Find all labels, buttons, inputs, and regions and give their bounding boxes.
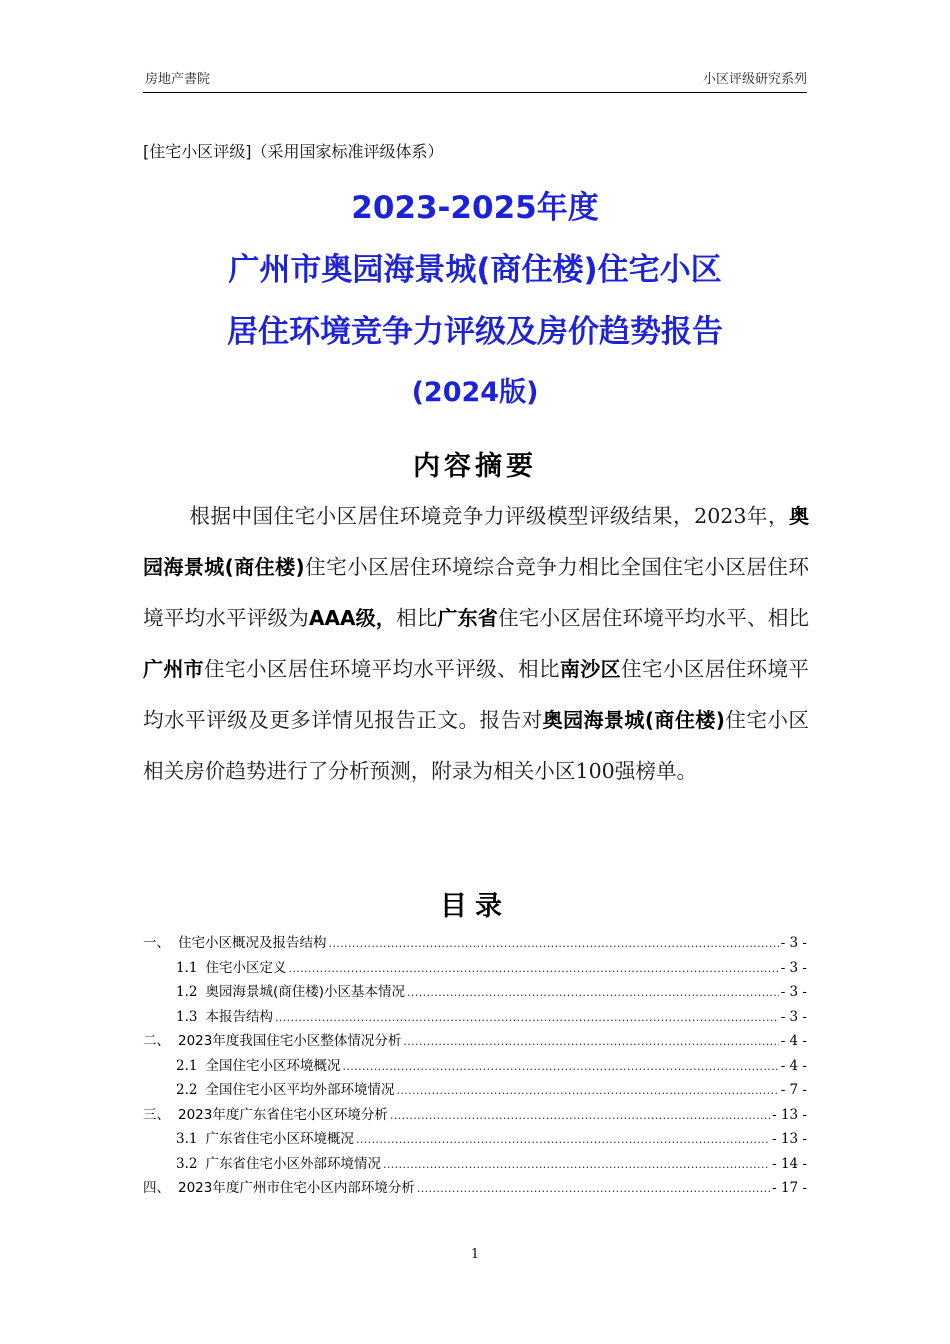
toc-leader	[417, 1182, 770, 1195]
toc-number: 2.1	[176, 1057, 198, 1074]
toc-entry[interactable]	[143, 980, 807, 1005]
toc-entry[interactable]	[143, 1005, 807, 1030]
toc-number: 2.2	[176, 1082, 198, 1098]
toc-page: - 14 -	[772, 1155, 807, 1172]
toc-leader	[390, 1109, 770, 1122]
toc-leader	[407, 986, 779, 999]
report-title-edition: (2024版)	[411, 377, 539, 408]
abstract-text-2: 住宅小区居住环境综合竞争力相比全国住宅小区居住环境平均水平评级为	[143, 555, 810, 630]
abstract-text-6: 住宅小区居住环境平均水平评级及更多详情见报告正文。报告对	[143, 657, 810, 732]
toc-leader	[275, 1011, 779, 1024]
toc-page: - 7 -	[780, 1082, 807, 1098]
toc-page: - 3 -	[780, 959, 807, 976]
toc-entry[interactable]	[143, 1078, 807, 1103]
toc-page: - 17 -	[772, 1180, 807, 1196]
toc-leader	[383, 1158, 770, 1171]
district-name: 南沙区	[559, 657, 621, 681]
toc-number: 一、	[143, 935, 170, 951]
toc-entry[interactable]	[143, 1054, 807, 1079]
community-name: 奥园海景城(商住楼)	[542, 708, 725, 732]
page-number: 1	[470, 1247, 480, 1262]
toc-title: 住宅小区概况及报告结构	[178, 935, 327, 951]
toc-page: - 4 -	[780, 1057, 807, 1074]
toc-title: 广东省住宅小区环境概况	[205, 1131, 354, 1147]
toc-leader	[356, 1133, 770, 1146]
toc-title: 本报告结构	[205, 1008, 273, 1025]
toc-leader	[396, 1084, 778, 1097]
abstract-text-7: 住宅小区相关房价趋势进行了分析预测，附录为相关小区100强榜单。	[143, 708, 810, 783]
toc-leader	[342, 1060, 778, 1073]
report-title-year: 2023-2025年度	[351, 190, 599, 226]
toc-page: - 3 -	[780, 984, 807, 1000]
abstract-text-5: 住宅小区居住环境平均水平评级、相比	[204, 657, 560, 681]
page-header	[143, 66, 807, 93]
toc-title: 奥园海景城(商住楼)小区基本情况	[205, 984, 406, 1000]
toc-number: 1.3	[176, 1008, 198, 1025]
toc-title: 2023年度广东省住宅小区环境分析	[178, 1106, 388, 1123]
header-series: 小区评级研究系列	[702, 72, 807, 87]
toc-entry[interactable]	[143, 1127, 807, 1152]
toc-number: 四、	[143, 1180, 170, 1196]
toc-entry[interactable]	[143, 1176, 807, 1201]
toc-number: 3.2	[176, 1155, 198, 1172]
toc-title: 广东省住宅小区外部环境情况	[205, 1155, 381, 1172]
toc-heading: 目录	[440, 891, 510, 922]
toc-entry[interactable]	[143, 1103, 807, 1128]
province-name: 广东省	[437, 606, 498, 630]
toc-entry[interactable]	[143, 1029, 807, 1054]
toc-title: 2023年度我国住宅小区整体情况分析	[178, 1033, 402, 1049]
toc-number: 1.2	[176, 984, 198, 1000]
toc-number: 三、	[143, 1106, 170, 1123]
abstract-text-1: 根据中国住宅小区居住环境竞争力评级模型评级结果，2023年，	[189, 504, 789, 528]
report-title-subject: 居住环境竞争力评级及房价趋势报告	[227, 314, 723, 350]
abstract-text-4: 住宅小区居住环境平均水平、相比	[497, 606, 810, 630]
toc-leader	[329, 937, 779, 950]
toc-number: 3.1	[176, 1131, 198, 1147]
rating-note: [住宅小区评级]（采用国家标准评级体系）	[143, 142, 444, 161]
toc-title: 全国住宅小区环境概况	[205, 1057, 341, 1074]
rating-grade: AAA级，	[309, 606, 396, 630]
toc-page: - 3 -	[780, 935, 807, 951]
toc-entry[interactable]	[143, 956, 807, 981]
toc-title: 全国住宅小区平均外部环境情况	[205, 1082, 395, 1098]
toc-entry[interactable]	[143, 1152, 807, 1177]
city-name: 广州市	[143, 657, 205, 681]
abstract-heading: 内容摘要	[413, 451, 537, 482]
toc-page: - 3 -	[780, 1008, 807, 1025]
toc-leader	[288, 962, 778, 975]
toc-page: - 13 -	[772, 1106, 807, 1123]
toc-number: 1.1	[176, 959, 198, 976]
toc-page: - 13 -	[772, 1131, 807, 1147]
community-name: 奥园海景城(商住楼)	[143, 504, 809, 579]
toc-title: 2023年度广州市住宅小区内部环境分析	[178, 1180, 415, 1196]
toc-page: - 4 -	[780, 1033, 807, 1049]
table-of-contents	[143, 931, 807, 1201]
toc-number: 二、	[143, 1033, 170, 1049]
toc-title: 住宅小区定义	[205, 959, 287, 976]
toc-entry[interactable]	[143, 931, 807, 956]
header-publisher: 房地产書院	[145, 72, 211, 87]
report-title-community: 广州市奥园海景城(商住楼)住宅小区	[228, 252, 722, 288]
toc-leader	[403, 1035, 778, 1048]
abstract-text-3: 相比	[395, 606, 438, 630]
abstract-paragraph	[143, 491, 809, 797]
